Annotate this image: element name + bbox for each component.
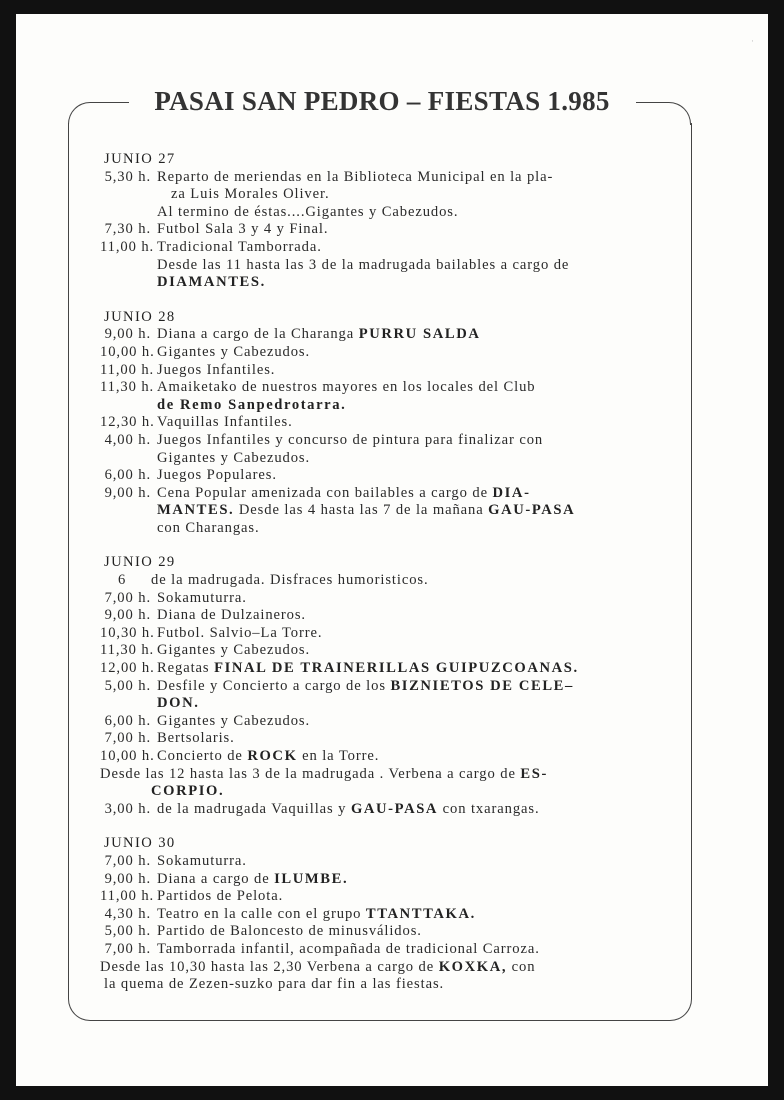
item-text: Diana a cargo de la Charanga <box>157 326 355 343</box>
item-text: con <box>511 958 536 975</box>
day-junio-27 <box>100 151 660 292</box>
program-item <box>100 362 660 380</box>
band-name: DIA- <box>492 484 531 501</box>
item-text: Vaquillas Infantiles. <box>157 414 293 431</box>
item-text: Juegos Infantiles. <box>157 361 276 378</box>
program-item <box>100 221 660 239</box>
item-text: Partido de Baloncesto de minusválidos. <box>157 923 422 940</box>
program-item <box>100 169 660 222</box>
item-text: Reparto de meriendas en la Biblioteca Municipal en la pla- <box>157 168 554 185</box>
day-heading: JUNIO 29 <box>104 554 176 571</box>
item-continuation: con Charangas. <box>157 519 260 536</box>
program-item <box>100 766 660 801</box>
item-text: Regatas <box>157 660 210 677</box>
item-text: Gigantes y Cabezudos. <box>157 642 311 659</box>
item-text: Futbol. Salvio–La Torre. <box>157 624 323 641</box>
program-item <box>100 923 660 941</box>
item-text: en la Torre. <box>302 748 380 764</box>
item-time: 5,00 h. <box>104 677 151 694</box>
item-time: 11,00 h. <box>100 361 155 378</box>
item-text: Juegos Populares. <box>157 467 277 484</box>
program-content <box>100 151 660 1011</box>
poster-title: PASAI SAN PEDRO – FIESTAS 1.985 <box>154 86 610 116</box>
highlight-name: de Remo Sanpedrotarra. <box>157 396 347 413</box>
program-item <box>100 625 660 643</box>
item-time: 6 <box>118 572 127 589</box>
item-time: 11,30 h. <box>100 642 155 659</box>
page-speck: · <box>751 36 754 46</box>
item-time: 4,30 h. <box>104 905 151 922</box>
item-time: 9,00 h. <box>104 484 151 501</box>
program-item <box>100 239 660 292</box>
day-junio-29 <box>100 554 660 818</box>
item-time: 7,30 h. <box>104 221 151 238</box>
program-item <box>100 467 660 485</box>
item-time: 12,00 h. <box>100 660 155 677</box>
program-item <box>100 748 660 766</box>
item-text: Desfile y Concierto a cargo de los <box>157 677 386 694</box>
item-time: 5,30 h. <box>104 168 151 185</box>
item-continuation: Gigantes y Cabezudos. <box>157 449 311 466</box>
item-text: Partidos de Pelota. <box>157 888 284 905</box>
item-time: 10,30 h. <box>100 624 155 641</box>
day-heading: JUNIO 30 <box>104 835 176 852</box>
highlight-name: FINAL DE TRAINERILLAS GUIPUZCOANAS. <box>214 660 579 677</box>
item-time: 12,30 h. <box>100 414 155 431</box>
item-text: Teatro en la calle con el grupo <box>157 905 362 922</box>
item-text: Bertsolaris. <box>157 730 235 747</box>
program-item <box>100 730 660 748</box>
item-text: Sokamuturra. <box>157 589 247 606</box>
program-item <box>100 344 660 362</box>
item-continuation: la quema de Zezen-suzko para dar fin a las fiestas. <box>104 976 445 993</box>
program-item <box>100 326 660 344</box>
day-heading: JUNIO 28 <box>104 308 176 325</box>
program-item <box>100 713 660 731</box>
band-name: MANTES. <box>157 502 235 519</box>
day-heading: JUNIO 27 <box>104 151 176 167</box>
program-item <box>100 888 660 906</box>
program-item <box>100 906 660 924</box>
band-name: CORPIO. <box>151 783 225 800</box>
item-time: 11,30 h. <box>100 379 155 396</box>
item-time: 3,00 h. <box>104 800 151 817</box>
program-item <box>100 660 660 678</box>
item-text: Desde las 12 hasta las 3 de la madrugada . Verbena a cargo de <box>100 765 516 782</box>
program-item <box>100 432 660 467</box>
highlight-name: PURRU SALDA <box>358 326 481 343</box>
highlight-name: GAU-PASA <box>350 800 439 817</box>
item-time: 4,00 h. <box>104 431 151 448</box>
program-item <box>100 379 660 414</box>
item-time: 10,00 h. <box>100 343 155 360</box>
item-text: Concierto de <box>157 748 243 764</box>
item-text: Gigantes y Cabezudos. <box>157 712 311 729</box>
item-text: Amaiketako de nuestros mayores en los locales del Club <box>157 379 536 396</box>
program-item <box>100 607 660 625</box>
item-time: 11,00 h. <box>100 238 155 255</box>
item-time: 7,00 h. <box>104 730 151 747</box>
band-name: DON. <box>157 695 200 712</box>
band-name: ES- <box>520 765 548 782</box>
highlight-name: GAU-PASA <box>488 502 576 519</box>
band-name: KOXKA, <box>438 958 508 975</box>
item-text: de la madrugada. Disfraces humoristicos. <box>151 572 429 589</box>
item-continuation: za Luis Morales Oliver. <box>171 186 330 203</box>
item-time: 7,00 h. <box>104 940 151 957</box>
day-junio-28 <box>100 309 660 538</box>
band-name: TTANTTAKA. <box>365 905 476 922</box>
program-item <box>100 941 660 959</box>
frame-corner-left <box>68 102 129 125</box>
program-item <box>100 485 660 538</box>
item-text: Juegos Infantiles y concurso de pintura para finalizar con <box>157 431 544 448</box>
program-item <box>100 414 660 432</box>
item-text: Gigantes y Cabezudos. <box>157 343 311 360</box>
item-text: Tamborrada infantil, acompañada de tradicional Carroza. <box>157 940 540 957</box>
item-continuation: Desde las 4 hasta las 7 de la mañana <box>238 502 484 519</box>
day-junio-30 <box>100 835 660 993</box>
item-time: 5,00 h. <box>104 923 151 940</box>
item-time: 7,00 h. <box>104 852 151 869</box>
item-continuation: Al termino de éstas....Gigantes y Cabezudos. <box>157 203 459 220</box>
program-item <box>100 678 660 713</box>
item-text: con txarangas. <box>442 800 540 817</box>
program-item <box>100 959 660 994</box>
item-text: Tradicional Tamborrada. <box>157 238 322 255</box>
item-text: Diana de Dulzaineros. <box>157 607 306 624</box>
item-time: 9,00 h. <box>104 607 151 624</box>
item-continuation: Desde las 11 hasta las 3 de la madrugada bailables a cargo de <box>157 256 570 273</box>
band-name: ILUMBE. <box>274 870 349 887</box>
item-text: Desde las 10,30 hasta las 2,30 Verbena a cargo de <box>100 958 435 975</box>
item-time: 7,00 h. <box>104 589 151 606</box>
item-text: Futbol Sala 3 y 4 y Final. <box>157 221 329 238</box>
highlight-name: ROCK <box>247 748 298 764</box>
item-time: 11,00 h. <box>100 888 155 905</box>
item-text: de la madrugada Vaquillas y <box>157 800 347 817</box>
item-time: 9,00 h. <box>104 870 151 887</box>
item-time: 9,00 h. <box>104 326 151 343</box>
item-text: Diana a cargo de <box>157 870 270 887</box>
item-text: Sokamuturra. <box>157 852 247 869</box>
program-item <box>100 853 660 871</box>
program-item <box>100 801 660 819</box>
program-item <box>100 572 660 590</box>
item-time: 10,00 h. <box>100 748 155 764</box>
item-time: 6,00 h. <box>104 467 151 484</box>
band-name: BIZNIETOS DE CELE– <box>390 677 574 694</box>
item-time: 6,00 h. <box>104 712 151 729</box>
item-text: Cena Popular amenizada con bailables a cargo de <box>157 484 488 501</box>
band-name: DIAMANTES. <box>157 274 266 291</box>
program-item <box>100 590 660 608</box>
program-item <box>100 642 660 660</box>
program-item <box>100 871 660 889</box>
